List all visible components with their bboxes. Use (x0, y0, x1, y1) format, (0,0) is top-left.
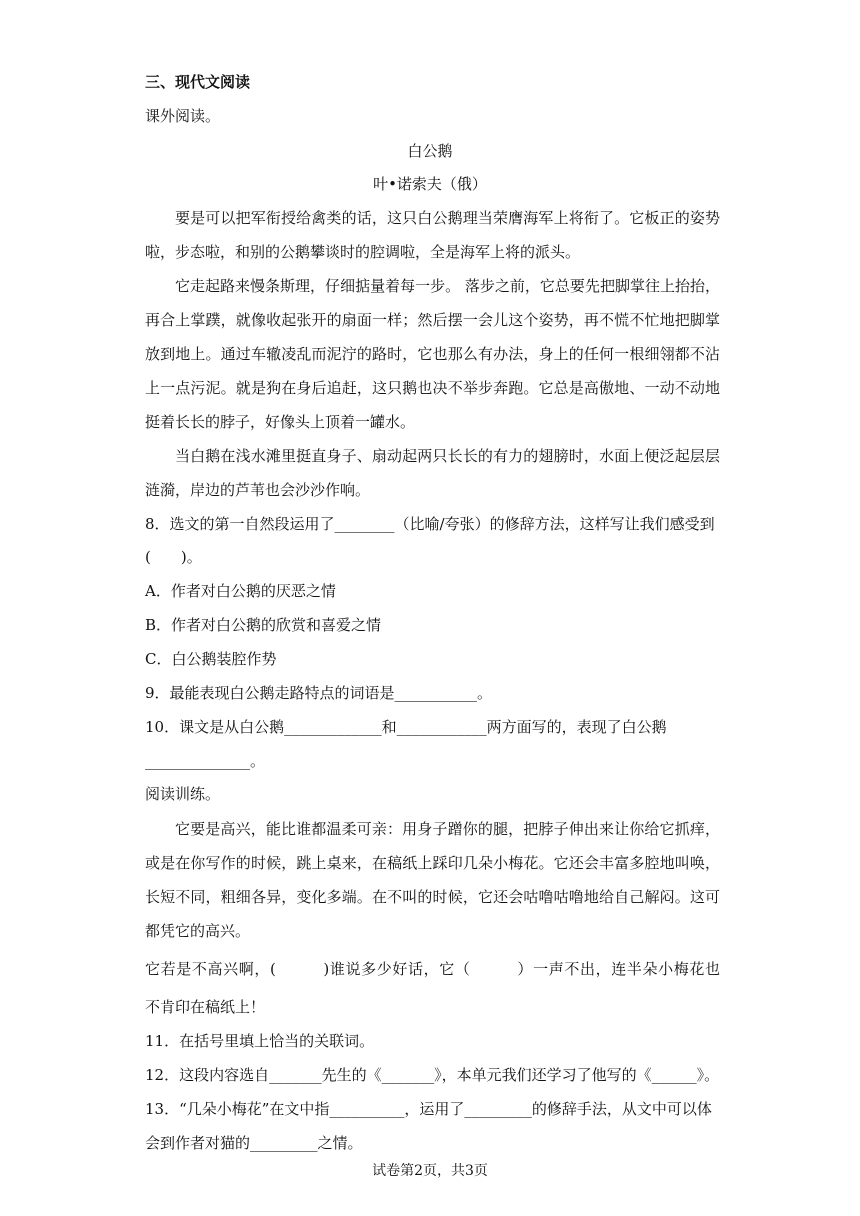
training-line: 都凭它的高兴。 (145, 922, 251, 940)
passage-line: 放到地上。通过车辙凌乱而泥泞的路时，它也那么有办法，身上的任何一根细翎都不沾 (145, 345, 720, 363)
passage-line: 上一点污泥。就是狗在身后追赶，这只鹅也决不举步奔跑。它总是高傲地、一动不动地 (145, 379, 720, 397)
passage-line: 再合上掌蹼，就像收起张开的扇面一样；然后摆一会儿这个姿势，再不慌不忙地把脚掌 (145, 311, 720, 329)
training-line: 它若是不高兴啊，( )谁说多少好话，它（ ）一声不出，连半朵小梅花也 (145, 960, 720, 978)
passage-line: 挺着长长的脖子，好像头上顶着一罐水。 (145, 413, 416, 431)
page-footer: 试卷第2页，共3页 (372, 1163, 488, 1179)
passage-line: 涟漪，岸边的芦苇也会沙沙作响。 (145, 481, 371, 499)
section-heading: 三、现代文阅读 (145, 73, 251, 91)
training-line: 它要是高兴，能比谁都温柔可亲：用身子蹭你的腿，把脖子伸出来让你给它抓痒， (175, 820, 720, 838)
training-line: 或是在你写作的时候，跳上桌来，在稿纸上踩印几朵小梅花。它还会丰富多腔地叫唤， (145, 854, 720, 872)
option-c: C．白公鹅装腔作势 (145, 650, 277, 668)
question-8: 8．选文的第一自然段运用了________（比喻/夸张）的修辞方法，这样写让我们感受到 (145, 515, 715, 533)
passage-line: 当白鹅在浅水滩里挺直身子、扇动起两只长长的有力的翅膀时，水面上便泛起层层 (175, 447, 720, 465)
question-13-cont: 会到作者对猫的_________之情。 (145, 1134, 363, 1152)
training-line: 不肯印在稿纸上！ (145, 998, 266, 1016)
option-b: B．作者对白公鹅的欣赏和喜爱之情 (145, 616, 382, 634)
question-13: 13．“几朵小梅花”在文中指__________，运用了_________的修辞手法，从文中可以体 (145, 1100, 712, 1118)
question-10-cont: ______________。 (145, 752, 266, 770)
training-label: 阅读训练。 (145, 785, 221, 803)
question-9: 9．最能表现白公鹅走路特点的词语是___________。 (145, 684, 493, 702)
passage-line: 啦，步态啦，和别的公鹅攀谈时的腔调啦，全是海军上将的派头。 (145, 243, 581, 261)
passage-line: 要是可以把军衔授给禽类的话，这只白公鹅理当荣膺海军上将衔了。它板正的姿势 (175, 209, 720, 227)
passage-author: 叶•诺索夫（俄） (373, 175, 487, 193)
question-8-blank: ( )。 (145, 548, 202, 566)
passage-line: 它走起路来慢条斯理，仔细掂量着每一步。 落步之前，它总要先把脚掌往上抬抬， (175, 277, 720, 295)
training-line: 长短不同，粗细各异，变化多端。在不叫的时候，它还会咕噜咕噜地给自己解闷。这可 (145, 888, 720, 906)
question-12: 12．这段内容选自_______先生的《_______》，本单元我们还学习了他写的《______》。 (145, 1066, 720, 1084)
question-11: 11．在括号里填上恰当的关联词。 (145, 1032, 375, 1050)
option-a: A．作者对白公鹅的厌恶之情 (145, 582, 336, 600)
question-10: 10．课文是从白公鹅_____________和____________两方面写的，表现了白公鹅 (145, 718, 667, 736)
section-label: 课外阅读。 (145, 107, 221, 125)
passage-title: 白公鹅 (407, 142, 453, 160)
